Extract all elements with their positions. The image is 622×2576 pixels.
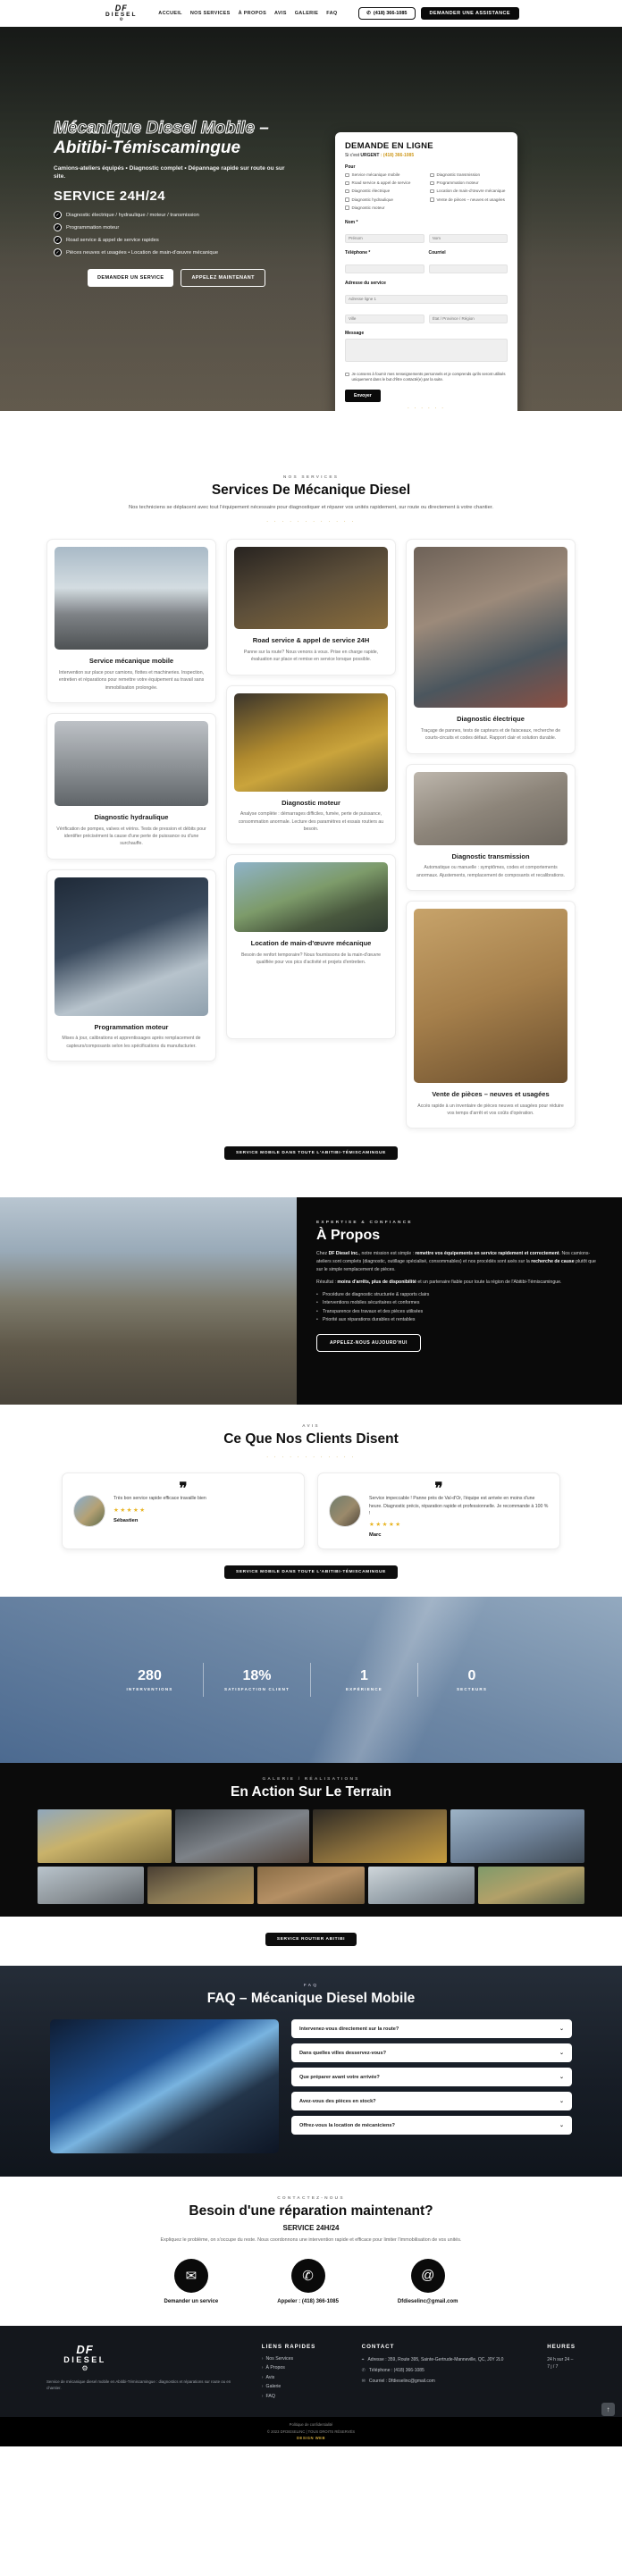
service-card[interactable] (226, 854, 396, 1038)
service-card[interactable] (46, 869, 216, 1061)
nav-galerie[interactable]: GALERIE (294, 11, 319, 16)
form-dots-decoration: · · · · · · (407, 405, 446, 411)
gallery-photo[interactable] (450, 1809, 584, 1863)
faq-question-row[interactable] (291, 2116, 572, 2135)
checklist-text: Pièces neuves et usagées • Location de main-d'œuvre mécanique (66, 249, 219, 256)
courriel-label: Courriel (428, 250, 446, 256)
consent-checkbox[interactable] (345, 373, 349, 377)
ville-input[interactable] (345, 315, 424, 323)
option-label: Diagnostic hydraulique (351, 197, 393, 202)
dots-divider: · · · · · · · · · · · · (266, 1455, 356, 1461)
about-title: À Propos (316, 1228, 381, 1244)
hero-title (54, 119, 293, 158)
arrow-icon: › (261, 2393, 264, 2399)
option-row (345, 206, 423, 211)
hero-subtitle: Camions-ateliers équipés • Diagnostic complet • Dépannage rapide sur route ou sur site. (54, 164, 285, 180)
stat-item (204, 1663, 311, 1697)
gallery-photo[interactable] (478, 1867, 584, 1904)
gallery-eyebrow: GALERIE / RÉALISATIONS (262, 1777, 360, 1783)
option-row (430, 180, 508, 186)
service-card-title: Diagnostic moteur (282, 798, 340, 807)
urgent-bold: URGENT (360, 153, 380, 158)
contact-item-demande[interactable] (164, 2259, 219, 2304)
checklist-text: Diagnostic électrique / hydraulique / moteur / transmission (66, 212, 199, 218)
hero-title-outline: Mécanique Diesel Mobile (54, 119, 255, 138)
message-label: Message (345, 331, 365, 337)
urgent-phone[interactable]: : (418) 366-1085 (379, 153, 415, 158)
reviewer-avatar (73, 1495, 105, 1527)
option-label: Location de main-d'œuvre mécanique (436, 189, 506, 194)
faq-accordion (291, 2019, 572, 2153)
gallery-section (0, 1763, 622, 1917)
star-rating: ★★★★★ (113, 1506, 147, 1514)
service-photo (234, 547, 388, 629)
gallery-photo[interactable] (313, 1809, 447, 1863)
main-nav (158, 11, 337, 16)
message-textarea[interactable] (345, 339, 508, 362)
faq-photo (50, 2019, 279, 2153)
checklist-item (54, 211, 293, 219)
stat-value: 1 (360, 1668, 368, 1684)
option-row (345, 189, 423, 194)
footer-hours-title: HEURES (547, 2343, 576, 2350)
header-actions (358, 7, 519, 20)
form-title: DEMANDE EN LIGNE (345, 141, 433, 151)
pour-label: Pour (345, 164, 356, 170)
demander-service-button[interactable]: DEMANDER UN SERVICE (88, 269, 173, 287)
faq-section (0, 1966, 622, 2177)
nav-a-propos[interactable]: À PROPOS (238, 11, 267, 16)
services-cards (46, 539, 576, 1129)
logo[interactable] (105, 4, 137, 23)
about-bullet: • Transparence des travaux et des pièces utilisées (316, 1309, 599, 1314)
service-card[interactable] (226, 539, 396, 675)
checkbox[interactable] (430, 173, 434, 178)
service-card-title: Service mécanique mobile (88, 657, 174, 666)
appelez-maintenant-button[interactable]: APPELEZ MAINTENANT (181, 269, 265, 287)
contact-item-label: Dfdieselinc@gmail.com (397, 2298, 458, 2304)
footer-link[interactable]: › Galerie (261, 2384, 282, 2390)
gallery-title: En Action Sur Le Terrain (231, 1784, 391, 1800)
service-card[interactable] (406, 901, 576, 1129)
service-card-text: Besoin de renfort temporaire? Nous fournissons de la main-d'œuvre qualifiée pour vos pics d'activité et projets d'entretien. (240, 952, 382, 966)
hero-buttons (88, 269, 293, 287)
faq-question: Avez-vous des pièces en stock? (299, 2098, 376, 2104)
review-card (62, 1473, 305, 1549)
service-mobile-pill-button[interactable]: SERVICE MOBILE DANS TOUTE L'ABITIBI-TÉMISCAMINGUE (224, 1146, 398, 1160)
cards-column (406, 539, 576, 1129)
about-bullets (316, 1292, 599, 1323)
service-photo (234, 693, 388, 792)
stat-label: SECTEURS (456, 1687, 488, 1692)
telephone-label: Téléphone * (345, 250, 371, 256)
quote-icon: ❞ (434, 1480, 443, 1498)
option-row (345, 180, 423, 186)
option-row (345, 197, 423, 203)
chevron-down-icon: ⌄ (559, 2099, 564, 2105)
urgent-prefix: Si c'est (345, 153, 361, 158)
option-label: Diagnostic moteur (351, 205, 385, 210)
phone-number: (418) 366-1085 (373, 11, 408, 16)
service-photo (55, 721, 208, 806)
footer-links-title: LIENS RAPIDES (261, 2343, 316, 2350)
assistance-cta-button[interactable]: DEMANDER UNE ASSISTANCE (421, 7, 519, 20)
service-card-text: Mises à jour, calibrations et apprentissages après remplacement de capteurs/composants selon les spécifications du manufacturier. (62, 1036, 201, 1049)
cards-column (226, 539, 396, 1038)
service-card-text: Automatique ou manuelle : symptômes, codes et comportements anormaux. Ajustements, remplacement de composants et recalibrations. (416, 865, 566, 878)
contact-item-phone[interactable] (277, 2259, 339, 2304)
footer-tagline: Service de mécanique diesel mobile en Abitibi-Témiscamingue : diagnostics et réparations sur route ou en chantier. (46, 2379, 231, 2390)
footer-logo-line2: DIESEL (63, 2354, 106, 2364)
privacy-link[interactable]: Politique de confidentialité (289, 2422, 333, 2428)
checkbox[interactable] (430, 189, 434, 194)
review-text: Très bon service rapide efficace travaille bien (113, 1496, 206, 1502)
nom-input[interactable] (429, 234, 509, 243)
service-card-title: Programmation moteur (94, 1022, 169, 1031)
gallery-row (0, 1872, 622, 1904)
gallery-photo[interactable] (175, 1809, 309, 1863)
phone-button[interactable] (358, 7, 415, 20)
reviewer-name: Sébastien (113, 1517, 139, 1523)
prenom-input[interactable] (345, 234, 424, 243)
envoyer-button[interactable]: Envoyer (345, 390, 381, 402)
service-card-title: Location de main-d'œuvre mécanique (250, 939, 372, 948)
arrow-icon: › (261, 2355, 264, 2362)
about-bullet: • Interventions mobiles sécuritaires et conformes (316, 1300, 599, 1305)
service-card-title: Diagnostic transmission (451, 852, 530, 860)
stat-value: 18% (242, 1668, 272, 1684)
gallery-photo[interactable] (38, 1867, 144, 1904)
about-paragraph: Chez DF Diesel inc., notre mission est simple : remettre vos équipements en service rapidement et correctement. Nos camions-ateliers sont complets (diagnostic, outillage spécialisé, consommables) et nos procédés sont axés sur la recherche de cause plutôt que sur le simple remplacement de pièces. (316, 1251, 596, 1272)
service-card-text: Accès rapide à un inventaire de pièces neuves et usagées pour réduire vos temps d'arrêt et vos coûts d'opération. (417, 1103, 564, 1117)
service-card-title: Road service & appel de service 24H (252, 636, 370, 645)
footer (0, 2326, 622, 2418)
checklist-item (54, 223, 293, 231)
footer-hours-text: 24 h sur 24 – 7 j / 7 (547, 2356, 574, 2370)
checkbox[interactable] (345, 189, 349, 194)
header (0, 0, 622, 27)
service-card-text: Analyse complète : démarrages difficiles, fumée, perte de puissance, consommation anormale. Lecture des paramètres et essais routiers au besoin. (238, 811, 384, 833)
service-photo (55, 877, 208, 1016)
check-icon: ✓ (54, 211, 62, 219)
footer-link[interactable]: › À Propos (261, 2365, 285, 2371)
option-label: Road service & appel de service (351, 180, 411, 186)
checklist-item (54, 248, 293, 256)
service-photo (414, 772, 567, 845)
service-card[interactable] (46, 539, 216, 703)
checkbox[interactable] (345, 206, 349, 210)
footer-email[interactable]: ✉ Courriel : Dfdieselinc@gmail.com (361, 2378, 435, 2384)
gallery-photo[interactable] (368, 1867, 475, 1904)
footer-link[interactable]: › Nos Services (261, 2355, 294, 2362)
check-icon: ✓ (54, 236, 62, 244)
option-label: Diagnostic électrique (351, 189, 391, 194)
option-row (345, 172, 423, 178)
faq-question: Dans quelles villes desservez-vous? (299, 2050, 387, 2056)
footer-hours-column (547, 2344, 576, 2404)
reviewer-name: Marc (369, 1532, 382, 1539)
check-icon: ✓ (54, 248, 62, 256)
footer-bottom-bar (0, 2417, 622, 2446)
gallery-photo[interactable] (38, 1809, 172, 1863)
service-photo (55, 547, 208, 650)
faq-question: Offrez-vous la location de mécaniciens? (299, 2122, 395, 2128)
gallery-cta-strip (0, 1917, 622, 1966)
chevron-down-icon: ⌄ (559, 2075, 564, 2081)
about-paragraph: Résultat : moins d'arrêts, plus de disponibilité et un partenaire fiable pour toute la région de l'Abitibi-Témiscamingue. (316, 1280, 562, 1286)
footer-address: ⌖ Adresse : 359, Route 395, Sainte-Gertrude-Manneville, QC, J0Y 2L0 (361, 2356, 504, 2362)
checkbox[interactable] (430, 197, 434, 202)
phone-icon: ✆ (366, 11, 371, 16)
stat-value: 0 (467, 1668, 476, 1684)
about-bullet: • Procédure de diagnostic structurée & rapports clairs (316, 1292, 599, 1297)
about-photo (0, 1197, 297, 1405)
footer-contact-column (362, 2344, 528, 2404)
stat-item (97, 1663, 204, 1697)
option-row (430, 189, 508, 194)
checkbox[interactable] (430, 181, 434, 186)
reviews-section (0, 1405, 622, 1597)
region-input[interactable] (429, 315, 509, 323)
service-card[interactable] (226, 685, 396, 845)
telephone-input[interactable] (345, 264, 424, 273)
option-row (430, 172, 508, 178)
faq-question-row[interactable] (291, 2068, 572, 2086)
footer-link[interactable]: › FAQ (261, 2393, 275, 2399)
arrow-icon: › (261, 2384, 264, 2390)
footer-brand-column (46, 2344, 242, 2404)
reviews-eyebrow: AVIS (302, 1424, 320, 1430)
scroll-to-top-button[interactable]: ↑ (601, 2403, 615, 2416)
location-icon: ⌖ (361, 2356, 365, 2362)
contact-service-24h: SERVICE 24H/24 (282, 2224, 340, 2233)
contact-item-label: Demander un service (164, 2298, 219, 2304)
footer-contact-title: CONTACT (361, 2343, 395, 2350)
about-section (0, 1197, 622, 1405)
hero-section (0, 27, 622, 411)
faq-question-row[interactable] (291, 2043, 572, 2062)
checklist-item (54, 236, 293, 244)
faq-question: Intervenez-vous directement sur la route? (299, 2026, 399, 2032)
envelope-icon: ✉ (361, 2378, 366, 2384)
review-card (317, 1473, 560, 1549)
checklist-text: Programmation moteur (66, 224, 120, 231)
services-intro: Nos techniciens se déplacent avec tout l'équipement nécessaire pour diagnostiquer et réparer vos unités rapidement, sur route ou directement à votre chantier. (128, 505, 494, 510)
faq-eyebrow: FAQ (303, 1984, 319, 1989)
courriel-input[interactable] (429, 264, 509, 273)
contact-title: Besoin d'une réparation maintenant? (189, 2203, 433, 2219)
about-content (297, 1197, 622, 1405)
star-rating: ★★★★★ (369, 1522, 402, 1529)
stat-label: EXPÉRIENCE (345, 1687, 382, 1692)
reviewer-avatar (329, 1495, 361, 1527)
faq-question: Que préparer avant votre arrivée? (299, 2074, 380, 2080)
gallery-photo[interactable] (147, 1867, 254, 1904)
contact-item-label: Appeler : (418) 366-1085 (277, 2298, 339, 2304)
nav-avis[interactable]: AVIS (274, 11, 287, 16)
service-card-text: Vérification de pompes, valves et vérins. Tests de pression et débits pour identifier précisément la cause d'une perte de puissance ou d'une surchauffe. (56, 826, 206, 847)
option-label: Service mécanique mobile (351, 172, 400, 177)
stat-label: SATISFACTION CLIENT (224, 1687, 290, 1692)
faq-question-row[interactable] (291, 2092, 572, 2110)
chevron-down-icon: ⌄ (559, 2026, 564, 2033)
contact-items (0, 2259, 622, 2304)
footer-phone[interactable]: ✆ Téléphone : (418) 366-1085 (361, 2367, 424, 2373)
options-left (345, 172, 423, 214)
footer-logo-gear-icon: ⚙ (81, 2363, 88, 2372)
service-card-title: Vente de pièces – neuves et usagées (432, 1090, 550, 1099)
contact-item-email[interactable] (398, 2259, 458, 2304)
option-label: Programmation moteur (436, 180, 479, 186)
service-card-text: Intervention sur place pour camions, flottes et machineries. Inspection, entretien et réparations pour remettre votre équipement au travail sans immobilisation prolongée. (58, 670, 205, 691)
demande-en-ligne-form (335, 132, 517, 411)
review-text: Service impeccable ! Panne près de Val-d'Or, l'équipe est arrivée en moins d'une heure. Diagnostic précis, réparation rapide et professionnelle. Je recommande à 100 % ! (369, 1496, 549, 1517)
service-card[interactable] (406, 764, 576, 891)
checklist-text: Road service & appel de service rapides (66, 237, 159, 243)
checkbox[interactable] (345, 181, 349, 186)
faq-title: FAQ – Mécanique Diesel Mobile (206, 1991, 416, 2007)
chevron-down-icon: ⌄ (559, 2051, 564, 2057)
reviews-title: Ce Que Nos Clients Disent (223, 1431, 399, 1447)
cards-column (46, 539, 216, 1061)
contact-text: Expliquez le problème, on s'occupe du reste. Nous coordonnons une intervention rapide et efficace pour limiter l'immobilisation de vos unités. (160, 2237, 462, 2244)
adresse-label: Adresse du service (345, 281, 386, 287)
contact-section (0, 2177, 622, 2326)
logo-line1: DF (114, 3, 128, 13)
phone-icon: ✆ (361, 2367, 366, 2373)
review-cards (0, 1473, 622, 1549)
contact-eyebrow: CONTACTEZ-NOUS (277, 2196, 345, 2202)
nav-faq[interactable]: FAQ (326, 11, 338, 16)
services-title: Services De Mécanique Diesel (211, 482, 411, 498)
service-routier-pill-button[interactable]: SERVICE ROUTIER ABITIBI (265, 1933, 357, 1946)
service-card[interactable] (406, 539, 576, 753)
stat-value: 280 (138, 1668, 162, 1684)
footer-link[interactable]: › Avis (261, 2374, 275, 2380)
services-eyebrow: NOS SERVICES (282, 475, 340, 480)
option-row (430, 197, 508, 203)
nav-nos-services[interactable]: NOS SERVICES (189, 11, 231, 16)
option-label: Diagnostic transmission (436, 172, 481, 177)
service-photo (234, 862, 388, 932)
copyright-text: © 2023 DFDIESELINC | TOUS DROITS RÉSERVÉS (266, 2429, 356, 2434)
service-card-title: Diagnostic électrique (457, 715, 525, 724)
arrow-icon: › (261, 2374, 264, 2380)
checkbox[interactable] (345, 197, 349, 202)
consent-row (345, 372, 508, 382)
quote-icon: ❞ (179, 1480, 188, 1498)
gallery-row (0, 1809, 622, 1863)
service-card[interactable] (46, 713, 216, 860)
services-section (0, 411, 622, 1179)
appelez-nous-button[interactable]: APPELEZ-NOUS AUJOURD'HUI (316, 1334, 421, 1352)
service-photo (414, 547, 567, 708)
urgent-line (345, 153, 508, 158)
hero-checklist (54, 211, 293, 256)
footer-links-column (262, 2344, 342, 2404)
service-card-text: Panne sur la route? Nous venons à vous. Prise en charge rapide, évaluation sur place et remise en service lorsque possible. (243, 650, 379, 663)
stat-label: INTERVENTIONS (126, 1687, 173, 1692)
arrow-icon: › (261, 2365, 264, 2371)
option-label: Vente de pièces – neuves et usagées (436, 197, 505, 202)
stats-section (0, 1597, 622, 1763)
service-card-text: Traçage de pannes, tests de capteurs et de faisceaux, recherche de courts-circuits et codes défaut. Rapport clair et solution durable. (420, 728, 561, 742)
hero-content (54, 119, 293, 287)
faq-question-row[interactable] (291, 2019, 572, 2038)
about-bullet: • Priorité aux réparations durables et rentables (316, 1317, 599, 1322)
nom-label: Nom * (345, 220, 358, 226)
service-options (345, 172, 508, 214)
phone-icon: ✆ (291, 2259, 325, 2293)
nav-accueil[interactable]: ACCUEIL (158, 11, 182, 16)
dots-divider: · · · · · · · · · · · · (266, 519, 356, 525)
design-credit[interactable]: DESIGN WEB (297, 2435, 325, 2440)
stats-row (97, 1663, 525, 1697)
at-icon: @ (411, 2259, 445, 2293)
adresse-input[interactable] (345, 295, 508, 304)
service-photo (414, 909, 567, 1083)
footer-logo[interactable] (46, 2344, 123, 2372)
stat-item (418, 1663, 525, 1697)
hero-title-solid: – Abitibi-Témiscamingue (54, 119, 269, 157)
check-icon: ✓ (54, 223, 62, 231)
checkbox[interactable] (345, 173, 349, 178)
gallery-photo[interactable] (257, 1867, 364, 1904)
logo-line2: DIESEL (105, 11, 138, 18)
chevron-down-icon: ⌄ (559, 2123, 564, 2129)
envelope-icon: ✉ (174, 2259, 208, 2293)
service-mobile-pill-button[interactable]: SERVICE MOBILE DANS TOUTE L'ABITIBI-TÉMISCAMINGUE (224, 1565, 398, 1579)
footer-logo-line1: DF (76, 2342, 94, 2356)
service-card-title: Diagnostic hydraulique (94, 812, 169, 821)
consent-text: Je consens à fournir mes renseignements personnels et je comprends qu'ils seront utilisés uniquement dans le but d'être contacté(e) par la suite. (351, 372, 506, 382)
stat-item (311, 1663, 418, 1697)
hero-service-24h: SERVICE 24H/24 (54, 189, 166, 205)
options-right (430, 172, 508, 214)
logo-gear-icon: ⚙ (119, 17, 123, 23)
about-eyebrow: EXPERTISE & CONFIANCE (316, 1221, 413, 1226)
